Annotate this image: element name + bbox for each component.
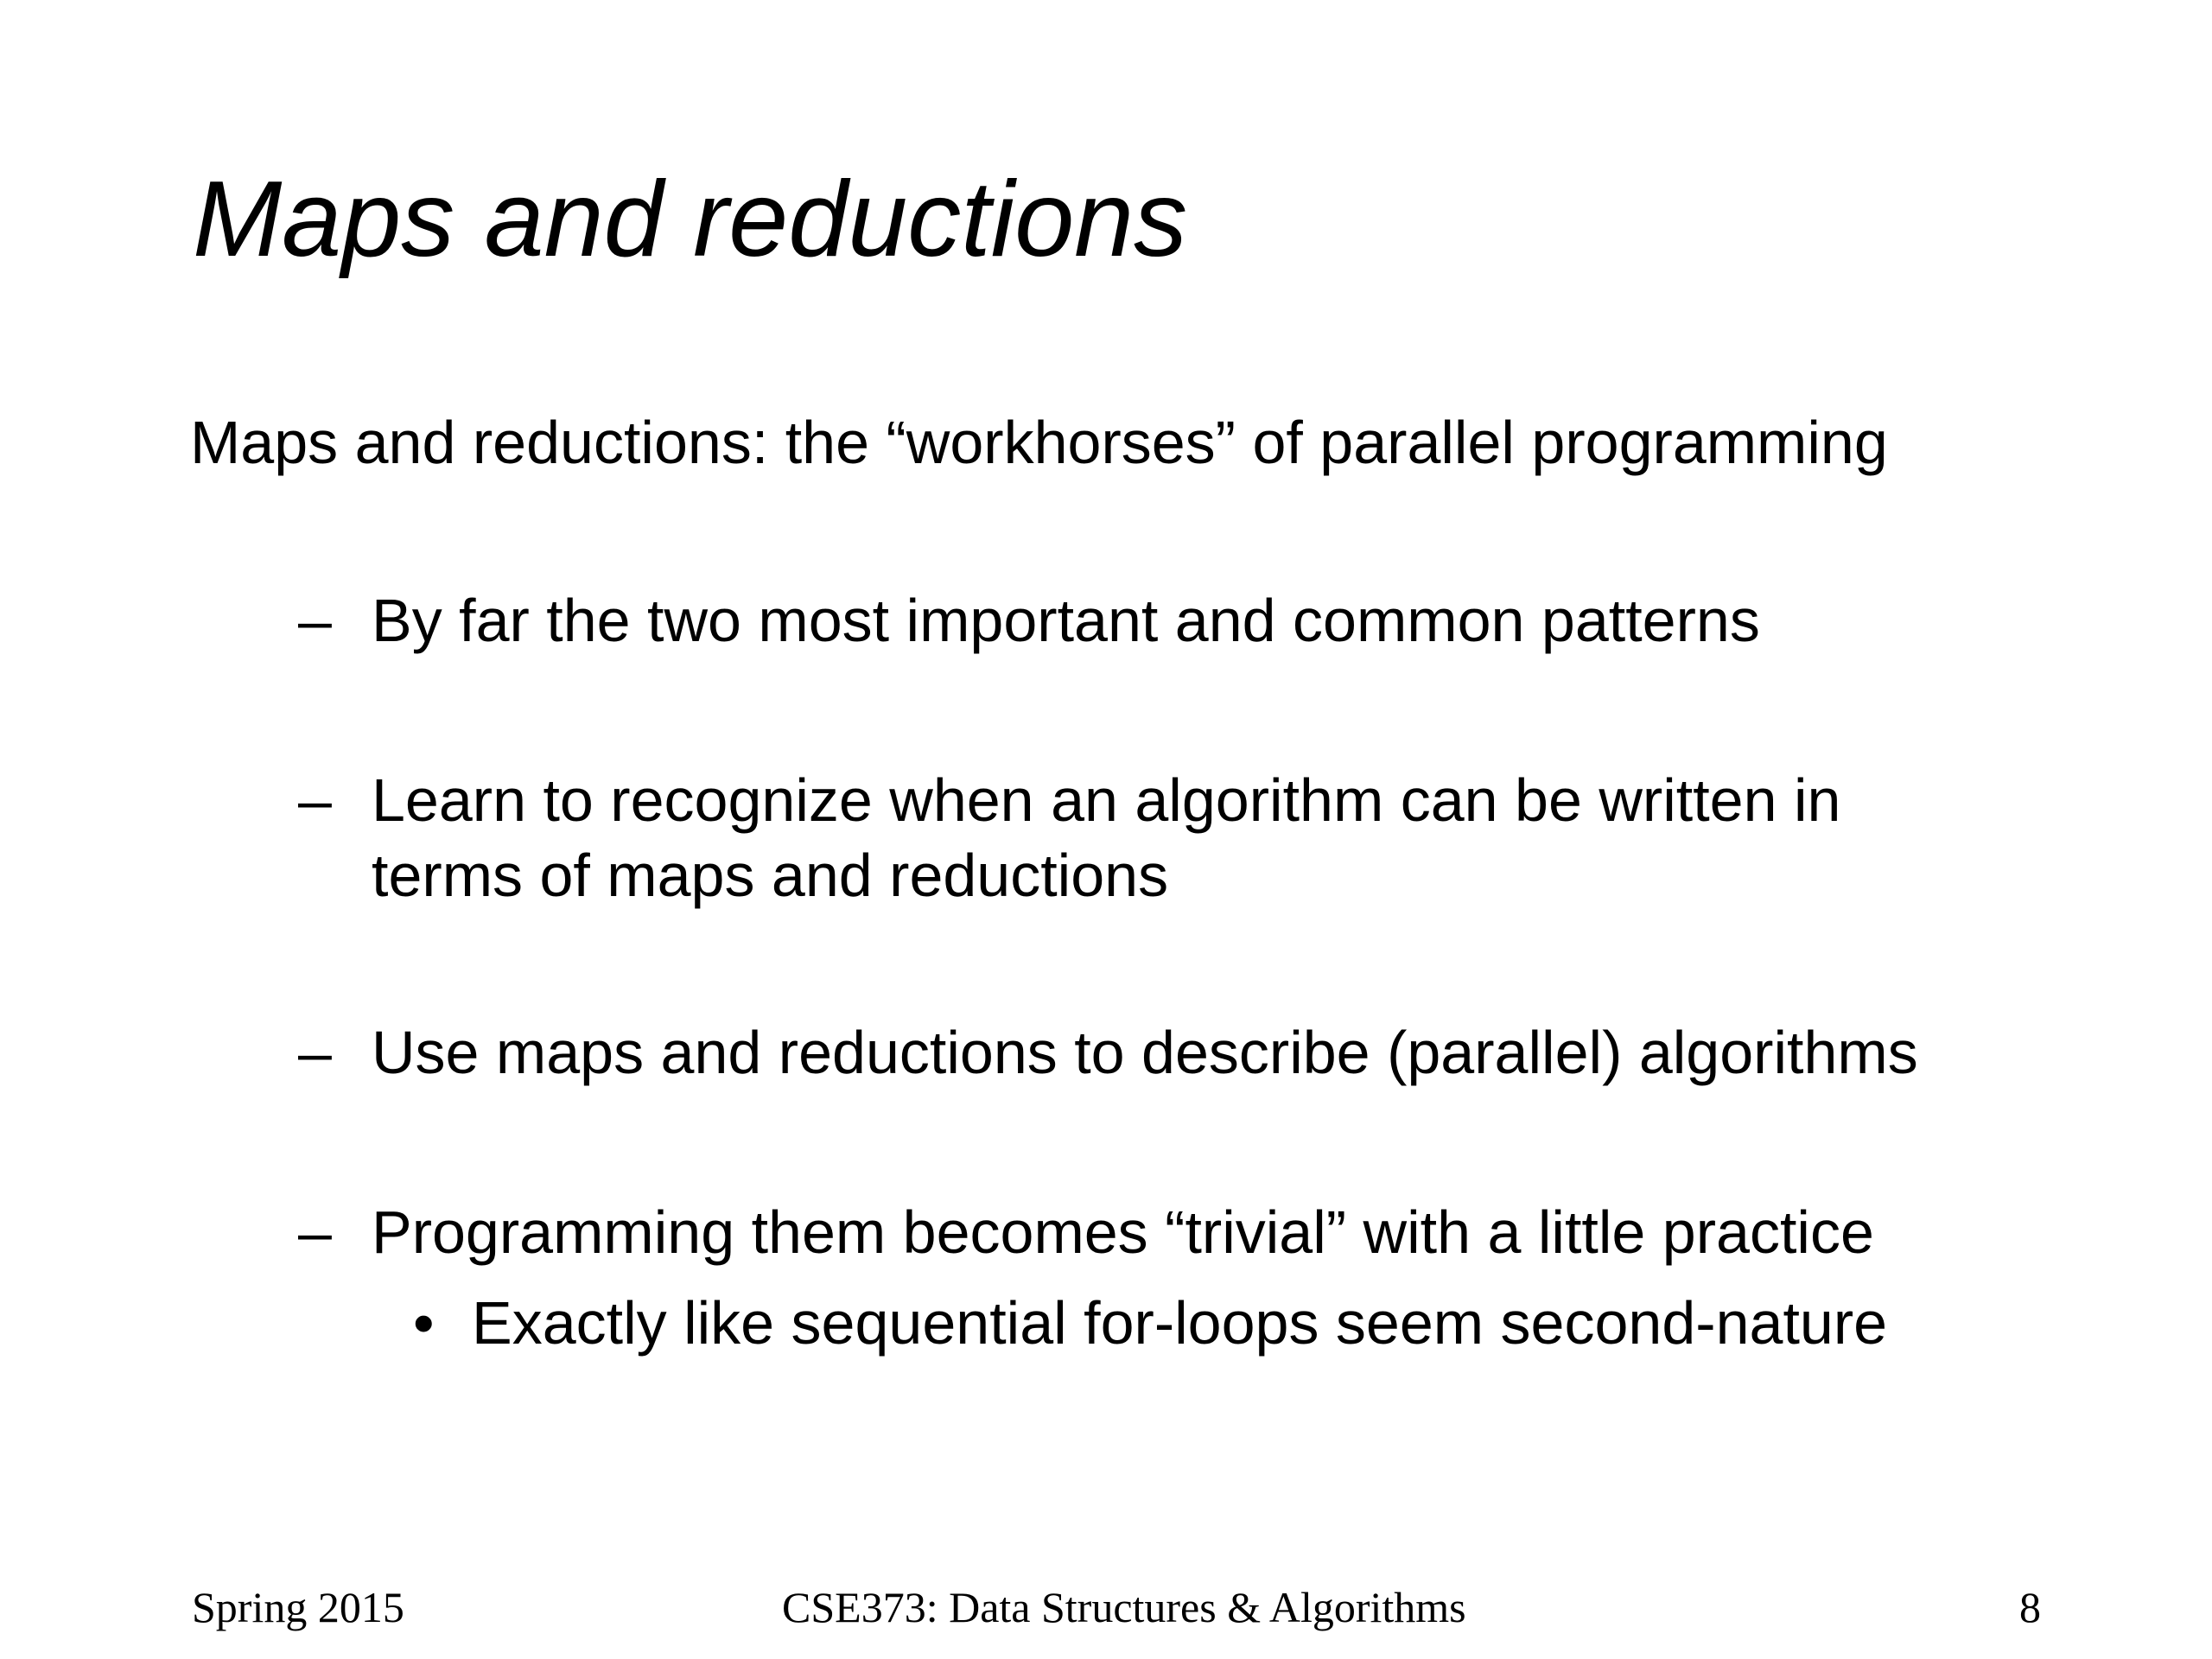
bullet-text bbox=[372, 763, 1840, 913]
bullet-item bbox=[298, 1195, 1874, 1270]
bullet-text: By far the two most important and common patterns bbox=[372, 587, 1760, 654]
footer-course: CSE373: Data Structures & Algorithms bbox=[782, 1583, 1466, 1631]
intro-text: Maps and reductions: the “workhorses” of parallel programming bbox=[190, 409, 1888, 476]
bullet-item bbox=[298, 763, 1840, 913]
dash-marker: – bbox=[298, 766, 332, 834]
bullet-text: Use maps and reductions to describe (parallel) algorithms bbox=[372, 1019, 1918, 1086]
bullet-item bbox=[298, 1015, 1918, 1090]
bullet-dot-marker: • bbox=[413, 1289, 435, 1357]
bullet-text-line: Learn to recognize when an algorithm can be written in bbox=[372, 766, 1841, 834]
bullet-item bbox=[298, 583, 1760, 658]
footer-term: Spring 2015 bbox=[192, 1583, 404, 1631]
bullet-text-line: terms of maps and reductions bbox=[372, 842, 1169, 909]
dash-marker: – bbox=[298, 587, 332, 654]
sub-bullet-item bbox=[413, 1286, 1887, 1361]
sub-bullet-text: Exactly like sequential for-loops seem second-nature bbox=[472, 1289, 1888, 1357]
bullet-text: Programming them becomes “trivial” with a little practice bbox=[372, 1198, 1874, 1266]
slide-title: Maps and reductions bbox=[193, 160, 1188, 279]
dash-marker: – bbox=[298, 1198, 332, 1266]
page-number: 8 bbox=[2019, 1583, 2041, 1631]
dash-marker: – bbox=[298, 1019, 332, 1086]
